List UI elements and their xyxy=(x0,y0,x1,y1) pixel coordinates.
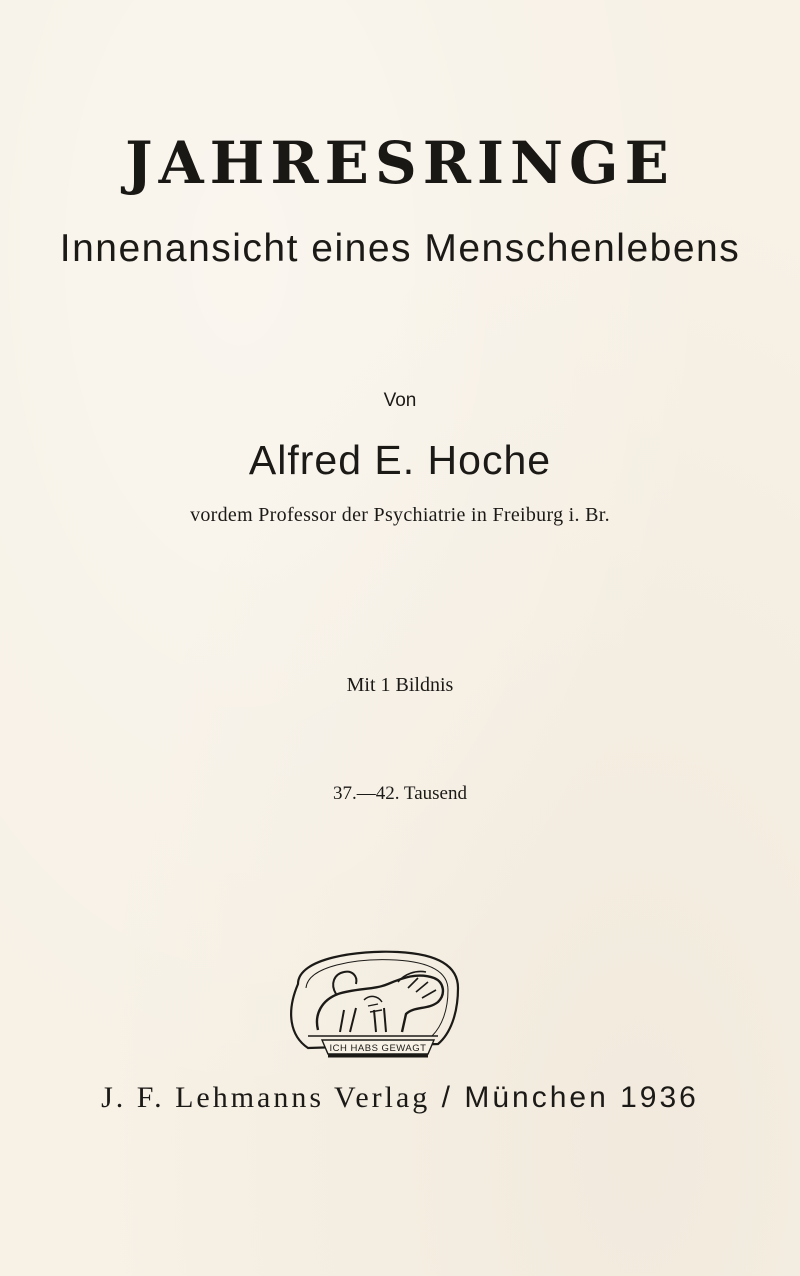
emblem-motto: ICH HABS GEWAGT xyxy=(329,1043,427,1054)
author-description: vordem Professor der Psychiatrie in Freiburg i. Br. xyxy=(190,504,610,526)
publication-year: 1936 xyxy=(620,1081,699,1114)
publisher-emblem-icon xyxy=(278,944,464,1062)
by-label: Von xyxy=(383,390,417,411)
book-title: JAHRESRINGE xyxy=(125,129,675,197)
publisher-city: München xyxy=(464,1081,609,1114)
edition-note: 37.—42. Tausend xyxy=(333,783,467,804)
illustration-note: Mit 1 Bildnis xyxy=(346,674,454,696)
author-name: Alfred E. Hoche xyxy=(248,437,552,483)
publisher-name: J. F. Lehmanns Verlag xyxy=(101,1081,431,1114)
imprint-separator: / xyxy=(441,1081,453,1114)
publisher-imprint xyxy=(0,1078,800,1118)
book-subtitle: Innenansicht eines Menschenlebens xyxy=(59,227,741,270)
